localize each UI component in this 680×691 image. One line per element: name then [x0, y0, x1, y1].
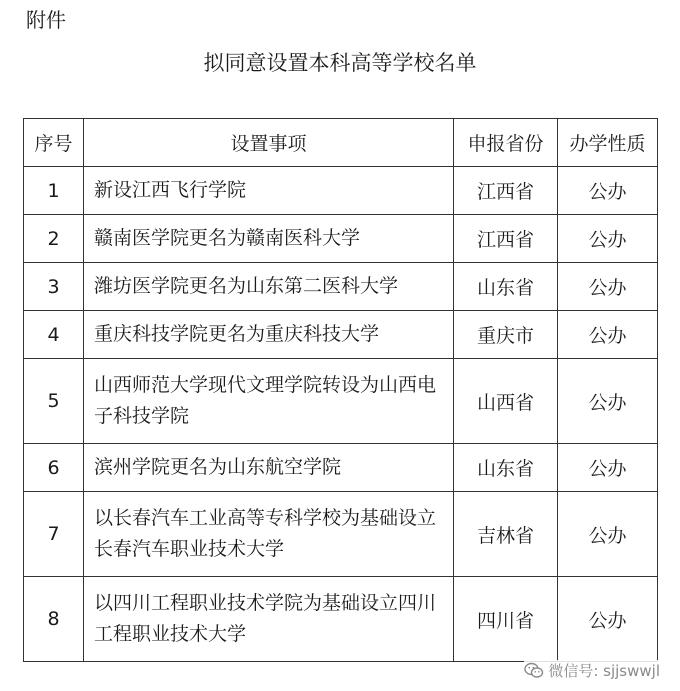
row-province: 江西省 — [454, 167, 558, 215]
header-province: 申报省份 — [454, 119, 558, 167]
row-number: 8 — [24, 577, 84, 662]
row-nature: 公办 — [558, 359, 658, 444]
table-row — [24, 577, 658, 662]
row-nature: 公办 — [558, 263, 658, 311]
row-province: 山西省 — [454, 359, 558, 444]
row-item: 以长春汽车工业高等专科学校为基础设立长春汽车职业技术大学 — [84, 492, 454, 577]
row-number: 4 — [24, 311, 84, 359]
row-number: 3 — [24, 263, 84, 311]
wechat-icon — [524, 662, 544, 679]
header-number: 序号 — [24, 119, 84, 167]
row-nature: 公办 — [558, 215, 658, 263]
row-nature: 公办 — [558, 492, 658, 577]
wechat-watermark — [524, 660, 660, 681]
row-province: 重庆市 — [454, 311, 558, 359]
row-item: 以四川工程职业技术学院为基础设立四川工程职业技术大学 — [84, 577, 454, 662]
row-number: 7 — [24, 492, 84, 577]
header-item: 设置事项 — [84, 119, 454, 167]
table-row — [24, 444, 658, 492]
row-nature: 公办 — [558, 311, 658, 359]
row-item: 山西师范大学现代文理学院转设为山西电子科技学院 — [84, 359, 454, 444]
row-nature: 公办 — [558, 444, 658, 492]
row-province: 吉林省 — [454, 492, 558, 577]
row-province: 山东省 — [454, 444, 558, 492]
row-nature: 公办 — [558, 167, 658, 215]
university-list-table — [23, 118, 658, 662]
table-header-row — [24, 119, 658, 167]
row-province: 四川省 — [454, 577, 558, 662]
row-item: 滨州学院更名为山东航空学院 — [84, 444, 454, 492]
row-number: 5 — [24, 359, 84, 444]
table-row — [24, 167, 658, 215]
row-item: 新设江西飞行学院 — [84, 167, 454, 215]
row-number: 1 — [24, 167, 84, 215]
row-province: 山东省 — [454, 263, 558, 311]
header-nature: 办学性质 — [558, 119, 658, 167]
table-row — [24, 492, 658, 577]
document-title: 拟同意设置本科高等学校名单 — [203, 51, 477, 75]
row-number: 2 — [24, 215, 84, 263]
table-row — [24, 311, 658, 359]
watermark-text: 微信号: sjjswwjl — [548, 662, 660, 680]
attachment-label: 附件 — [26, 8, 66, 32]
table-row — [24, 263, 658, 311]
row-number: 6 — [24, 444, 84, 492]
row-item: 潍坊医学院更名为山东第二医科大学 — [84, 263, 454, 311]
row-province: 江西省 — [454, 215, 558, 263]
row-item: 赣南医学院更名为赣南医科大学 — [84, 215, 454, 263]
row-nature: 公办 — [558, 577, 658, 662]
table-row — [24, 359, 658, 444]
row-item: 重庆科技学院更名为重庆科技大学 — [84, 311, 454, 359]
table-row — [24, 215, 658, 263]
